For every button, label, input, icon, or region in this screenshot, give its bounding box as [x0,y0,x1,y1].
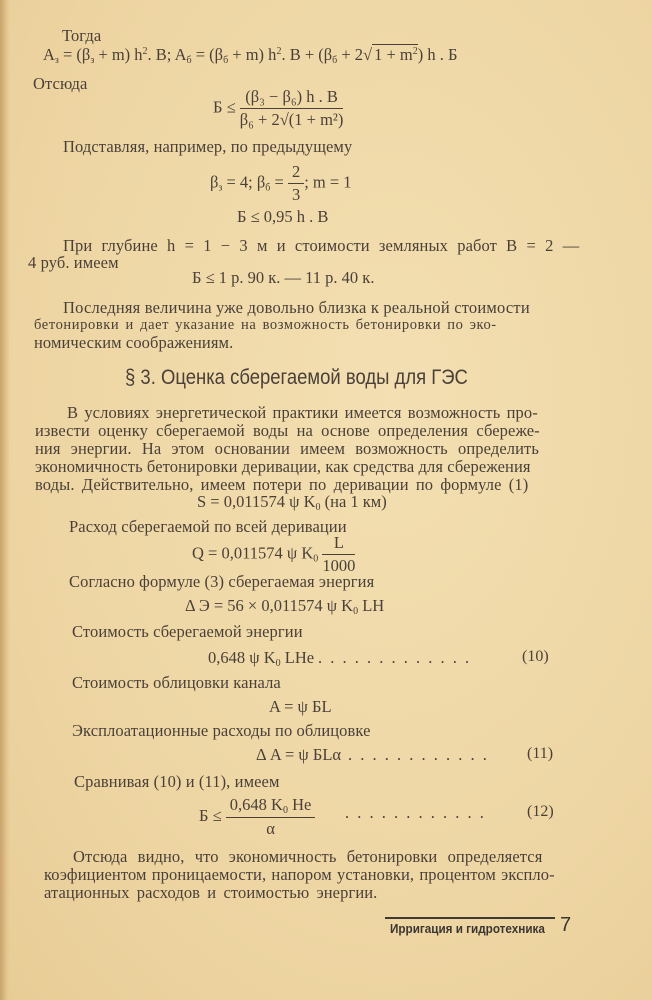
text-last-line1: Последняя величина уже довольно близка к реальной стоимости [63,298,530,317]
section-para-line5: воды. Действительно, имеем потери по деривации по формуле (1) [35,475,529,494]
section-para-line3: ния энергии. На этом основании имеем возможность определить [35,439,539,458]
text-sravnivaya: Сравнивая (10) и (11), имеем [74,772,280,791]
text-rashod: Расход сберегаемой по всей деривации [69,517,347,536]
formula-substitution-values: $\beta_з = 4$; $\beta_б$ = $\frac{2}{3}$ ; m = 1 [210,162,352,204]
formula-Q-denominator: 1000 [322,556,356,575]
eq12-label: (12) [527,803,554,820]
section-para-line1: В условиях энергетической практики имеется возможность про- [67,403,538,422]
formula-11: Δ A = ψ БLα [256,745,342,764]
text-stoimost-oblits: Стоимость облицовки канала [72,673,281,692]
text-expl: Эксплоатационные расходы по облицовке [72,721,371,740]
text-substitution: Подставляя, например, по предыдущему [63,137,353,156]
footer-page-number: 7 [560,914,572,936]
text-depth-line2: 4 руб. имеем [28,253,119,272]
text-stoimost-energy: Стоимость сберегаемой энергии [72,622,303,641]
footer-rule [385,917,555,919]
formula-Q: Q = 0,011574 ψ $K_0$ $\frac{L}{1000}$ [192,533,356,575]
text-otsyuda: Отсюда [33,74,88,93]
formula-result-095: Б ≤ 0,95 h . B [237,207,329,226]
section-heading: § 3. Оценка сберегаемой воды для ГЭС [125,366,468,389]
formula-A-costs: $A_з = (\beta_з + m)$ $h^2$. B; $A_б = (\beta_б + m)$ $h^2$. $B + (\beta_б + 2√$ $1 + m^2$) h . Б [43,45,458,66]
formula-12-numerator: 0,648 $K_0$ He [226,795,316,818]
text-soglasno: Согласно формуле (3) сберегаемая энергия [69,572,375,591]
section-para-line2: извести оценку сберегаемой воды на основе определения сбереже- [35,421,540,440]
formula-10: 0,648 ψ $K_0$ LHe [208,648,315,669]
ineq-denominator: β₆ + 2√(1 + m²) [239,110,344,129]
ineq-fraction [240,87,344,130]
ineq-lhs: Б ≤ [213,97,236,117]
conclusion-line3: атационных расходов и стоимостью энергии. [44,883,378,902]
text-last-line2: бетонировки и дает указание на возможность бетонировки по эко- [34,317,497,333]
formula-12 [199,795,315,839]
eq10-dots: . . . . . . . . . . . . . [318,648,472,667]
eq10-label: (10) [522,648,549,665]
conclusion-line1: Отсюда видно, что экономичность бетонировки определяется [73,847,543,866]
formula-12-denominator: α [266,819,275,838]
formula-cost-range: Б ≤ 1 р. 90 к. — 11 р. 40 к. [192,268,375,287]
footer-journal-title: Ирригация и гидротехника [390,921,545,936]
text-depth-line1: При глубине h = 1 − 3 м и стоимости земляных работ B = 2 — [63,236,580,255]
ineq-numerator: (β₃ − β₆) h . B [240,87,344,109]
formula-12-lhs: Б ≤ [199,805,222,825]
formula-A-lining: A = ψ БL [269,697,332,716]
formula-Q-numerator: L [322,533,355,555]
eq11-label: (11) [527,745,554,762]
text-togda: Тогда [62,26,102,45]
formula-12-fraction [226,795,316,839]
conclusion-line2: коэфициентом проницаемости, напором установки, процентом экспло- [44,865,555,884]
formula-inequality-B [213,87,343,130]
section-para-line4: экономичность бетонировки деривации, как средства для сбережения [35,457,531,476]
formula-delta-E: Δ Э = 56 × 0,011574 ψ $K_0$ LH [185,596,385,617]
eq12-dots: . . . . . . . . . . . . [345,803,486,822]
formula-S: S = 0,011574 ψ $K_0$ (на 1 км) [197,492,387,513]
text-last-line3: номическим соображениям. [34,333,234,352]
eq11-dots: . . . . . . . . . . . . [348,745,489,764]
formula-Q-fraction [322,533,355,576]
